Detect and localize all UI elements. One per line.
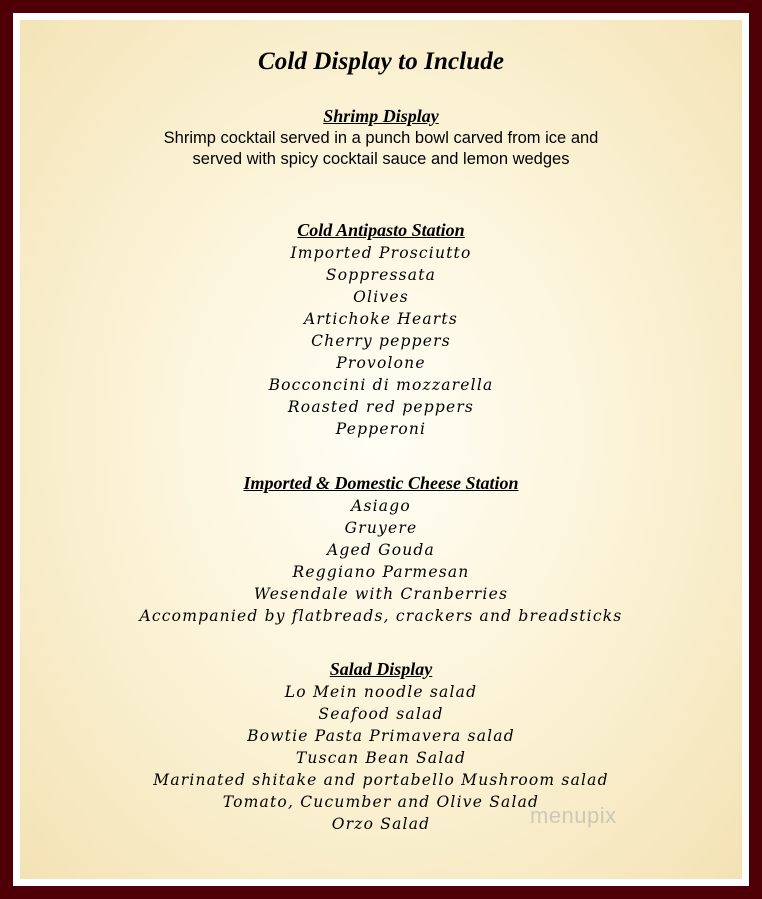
list-item: Seafood salad bbox=[318, 705, 444, 723]
list-item: Olives bbox=[353, 288, 409, 306]
menu-content bbox=[20, 20, 742, 835]
salad-list bbox=[20, 681, 742, 835]
shrimp-description-line-2: served with spicy cocktail sauce and lemon wedges bbox=[192, 150, 570, 168]
list-item: Accompanied by flatbreads, crackers and breadsticks bbox=[139, 607, 623, 625]
list-item: Marinated shitake and portabello Mushroom salad bbox=[153, 771, 609, 789]
list-item: Bowtie Pasta Primavera salad bbox=[247, 727, 515, 745]
list-item: Asiago bbox=[351, 497, 411, 515]
list-item: Reggiano Parmesan bbox=[292, 563, 470, 581]
list-item: Tuscan Bean Salad bbox=[295, 749, 467, 767]
list-item: Tomato, Cucumber and Olive Salad bbox=[222, 793, 540, 811]
section-heading-salad: Salad Display bbox=[329, 659, 433, 679]
section-heading-shrimp: Shrimp Display bbox=[323, 106, 439, 126]
list-item: Provolone bbox=[336, 354, 426, 372]
list-item: Imported Prosciutto bbox=[290, 244, 472, 262]
section-heading-cheese: Imported & Domestic Cheese Station bbox=[243, 473, 519, 493]
list-item: Pepperoni bbox=[335, 420, 427, 438]
antipasto-list bbox=[20, 242, 742, 440]
section-cold-antipasto bbox=[20, 220, 742, 440]
list-item: Roasted red peppers bbox=[287, 398, 475, 416]
shrimp-description-line-1: Shrimp cocktail served in a punch bowl carved from ice and bbox=[163, 129, 599, 147]
list-item: Artichoke Hearts bbox=[304, 310, 458, 328]
list-item: Aged Gouda bbox=[327, 541, 435, 559]
section-cheese-station bbox=[20, 473, 742, 627]
watermark-logo: menupix bbox=[530, 803, 617, 828]
section-heading-antipasto: Cold Antipasto Station bbox=[297, 220, 465, 240]
section-salad-display bbox=[20, 659, 742, 835]
page-title: Cold Display to Include bbox=[257, 48, 505, 75]
list-item: Orzo Salad bbox=[331, 815, 431, 833]
list-item: Wesendale with Cranberries bbox=[253, 585, 509, 603]
list-item: Soppressata bbox=[325, 266, 437, 284]
cheese-list bbox=[20, 495, 742, 627]
section-shrimp-display bbox=[20, 106, 742, 170]
list-item: Lo Mein noodle salad bbox=[284, 683, 478, 701]
list-item: Cherry peppers bbox=[311, 332, 451, 350]
list-item: Bocconcini di mozzarella bbox=[268, 376, 494, 394]
list-item: Gruyere bbox=[344, 519, 418, 537]
shrimp-description bbox=[20, 128, 742, 170]
menu-page bbox=[20, 20, 742, 879]
